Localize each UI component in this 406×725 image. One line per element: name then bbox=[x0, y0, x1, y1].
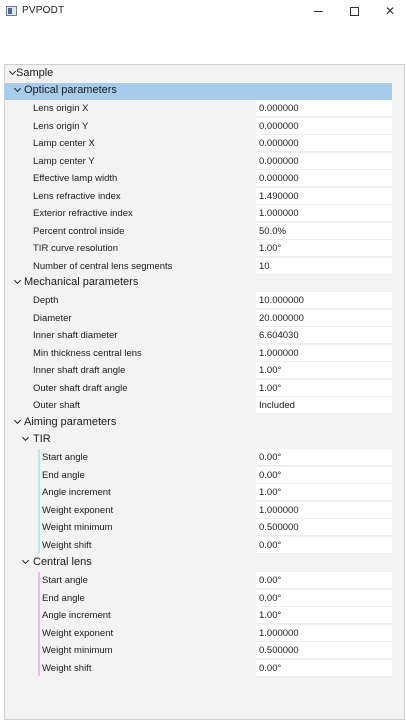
chevron-down-icon[interactable] bbox=[21, 435, 31, 445]
property-name: Diameter bbox=[33, 312, 72, 324]
maximize-icon bbox=[350, 7, 359, 16]
property-name: End angle bbox=[42, 469, 85, 481]
property-name: Weight exponent bbox=[42, 627, 114, 639]
tree-node-tir[interactable] bbox=[5, 432, 392, 449]
property-value-field[interactable]: 0.00° bbox=[256, 449, 392, 466]
property-value-field[interactable]: 0.00° bbox=[256, 572, 392, 589]
property-name: Effective lamp width bbox=[33, 173, 118, 184]
tree-node-mechanical-parameters[interactable] bbox=[5, 275, 392, 292]
property-row[interactable] bbox=[5, 519, 392, 536]
property-value-field[interactable]: 10.000000 bbox=[256, 292, 392, 309]
property-value-field[interactable]: 1.000000 bbox=[256, 345, 392, 362]
property-name: Start angle bbox=[42, 575, 88, 586]
property-name: Outer shaft draft angle bbox=[33, 382, 128, 394]
property-row[interactable] bbox=[5, 642, 392, 659]
tree-node-aiming-parameters[interactable] bbox=[5, 415, 392, 432]
tree-node-label: Central lens bbox=[33, 556, 92, 568]
property-row[interactable] bbox=[5, 153, 392, 170]
property-value-field[interactable]: 20.000000 bbox=[256, 310, 392, 327]
property-name: Exterior refractive index bbox=[33, 208, 133, 219]
property-row[interactable] bbox=[5, 258, 392, 275]
property-row[interactable] bbox=[5, 362, 392, 379]
tree-node-label: Optical parameters bbox=[24, 84, 117, 96]
minimize-icon bbox=[314, 11, 323, 12]
property-row[interactable] bbox=[5, 135, 392, 152]
property-value-field[interactable]: 1.000000 bbox=[256, 502, 392, 519]
property-value-field[interactable]: 0.00° bbox=[256, 467, 392, 484]
property-row[interactable] bbox=[5, 188, 392, 205]
property-value-field[interactable]: 0.00° bbox=[256, 660, 392, 677]
window-title: PVPODT bbox=[22, 5, 65, 16]
property-name: Lens origin Y bbox=[33, 120, 89, 132]
property-value-field[interactable]: 0.000000 bbox=[256, 153, 392, 170]
property-row[interactable] bbox=[5, 345, 392, 362]
property-name: Min thickness central lens bbox=[33, 347, 142, 359]
property-name: Percent control inside bbox=[33, 225, 125, 237]
tree-node-optical-parameters[interactable] bbox=[5, 83, 392, 100]
property-value-field[interactable]: 0.000000 bbox=[256, 135, 392, 152]
property-row[interactable] bbox=[5, 572, 392, 589]
close-button[interactable] bbox=[372, 0, 406, 24]
property-value-field[interactable]: 1.000000 bbox=[256, 625, 392, 642]
property-row[interactable] bbox=[5, 590, 392, 607]
maximize-button[interactable] bbox=[336, 0, 372, 24]
property-name: Angle increment bbox=[42, 487, 111, 498]
property-row[interactable] bbox=[5, 100, 392, 117]
property-row[interactable] bbox=[5, 484, 392, 501]
property-name: Lamp center Y bbox=[33, 155, 95, 167]
tree-node-label: Mechanical parameters bbox=[24, 276, 139, 288]
close-icon: ✕ bbox=[384, 4, 396, 18]
property-row[interactable] bbox=[5, 170, 392, 187]
chevron-down-icon[interactable] bbox=[13, 418, 23, 428]
property-row[interactable] bbox=[5, 397, 392, 414]
tree-node-label: Sample bbox=[16, 67, 54, 79]
tree-node-label: Aiming parameters bbox=[24, 416, 117, 428]
property-row[interactable] bbox=[5, 240, 392, 257]
property-value-field[interactable]: 1.00° bbox=[256, 484, 392, 501]
property-value-field[interactable]: 10 bbox=[256, 258, 392, 275]
property-name: Inner shaft draft angle bbox=[33, 365, 126, 376]
property-value-field[interactable]: 0.00° bbox=[256, 590, 392, 607]
property-name: Weight exponent bbox=[42, 504, 114, 516]
property-name: Lens refractive index bbox=[33, 190, 121, 202]
title-bar bbox=[0, 0, 406, 24]
property-name: Number of central lens segments bbox=[33, 260, 173, 272]
property-row[interactable] bbox=[5, 467, 392, 484]
property-name: Weight minimum bbox=[42, 522, 113, 533]
property-row[interactable] bbox=[5, 118, 392, 135]
property-name: TIR curve resolution bbox=[33, 243, 119, 254]
chevron-down-icon[interactable] bbox=[21, 558, 31, 568]
property-value-field[interactable]: 1.00° bbox=[256, 362, 392, 379]
property-name: Weight shift bbox=[42, 539, 92, 551]
property-row[interactable] bbox=[5, 205, 392, 222]
property-value-field[interactable]: 50.0% bbox=[256, 223, 392, 240]
property-row[interactable] bbox=[5, 380, 392, 397]
property-value-field[interactable]: 0.500000 bbox=[256, 519, 392, 536]
property-name: Depth bbox=[33, 295, 59, 306]
property-row[interactable] bbox=[5, 449, 392, 466]
property-value-field[interactable]: Included bbox=[256, 397, 392, 414]
property-value-field[interactable]: 6.604030 bbox=[256, 327, 392, 344]
property-name: Start angle bbox=[42, 452, 88, 463]
property-row[interactable] bbox=[5, 660, 392, 677]
property-row[interactable] bbox=[5, 310, 392, 327]
property-value-field[interactable]: 0.000000 bbox=[256, 118, 392, 135]
property-row[interactable] bbox=[5, 292, 392, 309]
property-value-field[interactable]: 1.00° bbox=[256, 380, 392, 397]
property-value-field[interactable]: 0.000000 bbox=[256, 170, 392, 187]
property-tree[interactable] bbox=[4, 64, 405, 720]
tree-node-sample[interactable] bbox=[5, 66, 392, 83]
chevron-down-icon[interactable] bbox=[13, 86, 23, 96]
property-value-field[interactable]: 1.490000 bbox=[256, 188, 392, 205]
property-value-field[interactable]: 0.000000 bbox=[256, 100, 392, 117]
property-name: Weight shift bbox=[42, 662, 92, 674]
property-row[interactable] bbox=[5, 223, 392, 240]
property-name: Weight minimum bbox=[42, 645, 113, 656]
tree-node-label: TIR bbox=[33, 433, 51, 445]
tree-node-central-lens[interactable] bbox=[5, 555, 392, 572]
property-name: Angle increment bbox=[42, 610, 111, 621]
property-value-field[interactable]: 0.00° bbox=[256, 537, 392, 554]
property-row[interactable] bbox=[5, 625, 392, 642]
minimize-button[interactable] bbox=[300, 0, 336, 24]
property-name: Lens origin X bbox=[33, 103, 89, 114]
property-name: Inner shaft diameter bbox=[33, 330, 118, 341]
app-icon bbox=[6, 6, 17, 16]
property-name: Lamp center X bbox=[33, 138, 95, 149]
property-value-field[interactable]: 1.000000 bbox=[256, 205, 392, 222]
property-value-field[interactable]: 1.00° bbox=[256, 240, 392, 257]
property-row[interactable] bbox=[5, 327, 392, 344]
property-row[interactable] bbox=[5, 502, 392, 519]
property-name: Outer shaft bbox=[33, 400, 80, 411]
chevron-down-icon[interactable] bbox=[13, 278, 23, 288]
property-name: End angle bbox=[42, 592, 85, 604]
property-row[interactable] bbox=[5, 607, 392, 624]
property-value-field[interactable]: 0.500000 bbox=[256, 642, 392, 659]
property-row[interactable] bbox=[5, 537, 392, 554]
property-value-field[interactable]: 1.00° bbox=[256, 607, 392, 624]
